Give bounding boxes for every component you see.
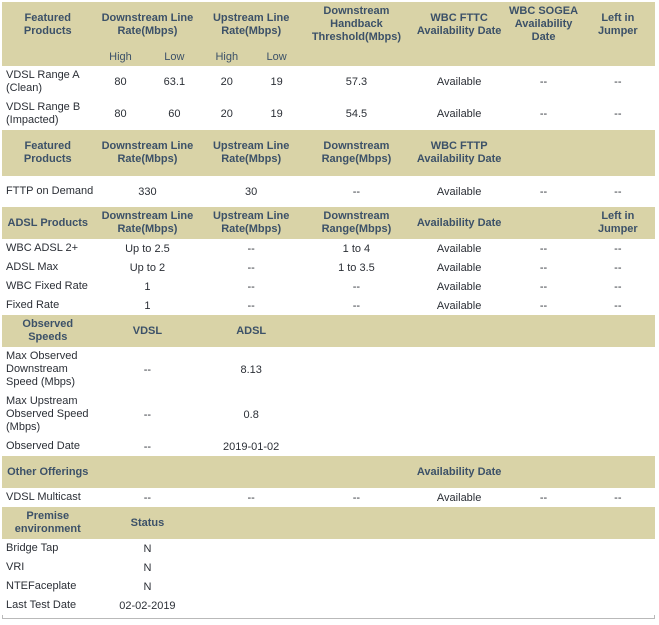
row-label: FTTP on Demand (2, 176, 94, 207)
cell-value: N (94, 539, 202, 558)
cell-value: -- (581, 258, 655, 277)
table-row (2, 296, 655, 315)
col-vdsl: VDSL (94, 315, 202, 347)
cell-value: 80 (94, 98, 148, 130)
cell-value: -- (581, 98, 655, 130)
cell-value: -- (506, 239, 580, 258)
cell-value: 0.8 (201, 392, 301, 437)
col-left-in-jumper: Left in Jumper (581, 207, 655, 239)
col-downstream-line-rate: Downstream Line Rate(Mbps) (94, 130, 202, 176)
table-row (2, 392, 655, 437)
row-label: VDSL Range B (Impacted) (2, 98, 94, 130)
row-label: Observed Date (2, 437, 94, 456)
row-label: Max Observed Downstream Speed (Mbps) (2, 347, 94, 392)
cell-value: Available (412, 277, 507, 296)
section5-header-row (2, 456, 655, 488)
cell-value: -- (581, 488, 655, 507)
cell-value: Available (412, 258, 507, 277)
cell-value: 20 (201, 66, 252, 98)
cell-value: -- (94, 437, 202, 456)
cell-value: -- (94, 488, 202, 507)
section2-header-row (2, 130, 655, 176)
cell-value: -- (506, 258, 580, 277)
subcol-down-low: Low (147, 47, 201, 66)
cell-value: N (94, 558, 202, 577)
subcol-down-high: High (94, 47, 148, 66)
row-label: Bridge Tap (2, 539, 94, 558)
cell-value: 80 (94, 66, 148, 98)
section1-header-row (2, 2, 655, 47)
col-sogea-availability: WBC SOGEA Availability Date (506, 2, 580, 47)
col-downstream-line-rate: Downstream Line Rate(Mbps) (94, 207, 202, 239)
row-label: VRI (2, 558, 94, 577)
row-label: NTEFaceplate (2, 577, 94, 596)
cell-value: Available (412, 176, 507, 207)
cell-value: -- (581, 239, 655, 258)
cell-value: -- (301, 277, 412, 296)
col-left-in-jumper: Left in Jumper (581, 2, 655, 47)
table-row (2, 488, 655, 507)
table-row (2, 277, 655, 296)
subcol-up-low: Low (252, 47, 301, 66)
cell-value: 54.5 (301, 98, 412, 130)
row-label: VDSL Range A (Clean) (2, 66, 94, 98)
table-row (2, 176, 655, 207)
cell-value: -- (201, 296, 301, 315)
row-label: WBC Fixed Rate (2, 277, 94, 296)
cell-value: -- (201, 488, 301, 507)
row-label: Fixed Rate (2, 296, 94, 315)
cell-value: N (94, 577, 202, 596)
cell-value: Available (412, 239, 507, 258)
col-adsl-products: ADSL Products (2, 207, 94, 239)
cell-value: Up to 2 (94, 258, 202, 277)
cell-value: -- (506, 176, 580, 207)
cell-value: -- (581, 296, 655, 315)
col-status: Status (94, 507, 202, 539)
cell-value: 20 (201, 98, 252, 130)
cell-value: 1 (94, 296, 202, 315)
col-adsl: ADSL (201, 315, 301, 347)
table-row (2, 98, 655, 130)
cell-value: Available (412, 98, 507, 130)
cell-value: 8.13 (201, 347, 301, 392)
cell-value: -- (581, 277, 655, 296)
col-upstream-line-rate: Upstream Line Rate(Mbps) (201, 2, 301, 47)
col-handback-threshold: Downstream Handback Threshold(Mbps) (301, 2, 412, 47)
table-row (2, 239, 655, 258)
line-test-table (2, 2, 655, 615)
table-row (2, 437, 655, 456)
cell-value: 1 to 3.5 (301, 258, 412, 277)
row-label: VDSL Multicast (2, 488, 94, 507)
subcol-up-high: High (201, 47, 252, 66)
cell-value: -- (201, 277, 301, 296)
cell-value: 1 to 4 (301, 239, 412, 258)
cell-value: -- (581, 176, 655, 207)
col-upstream-line-rate: Upstream Line Rate(Mbps) (201, 130, 301, 176)
cell-value: -- (506, 488, 580, 507)
col-featured-products: Featured Products (2, 2, 94, 47)
cell-value: -- (301, 488, 412, 507)
cell-value: 1 (94, 277, 202, 296)
cell-value: -- (94, 347, 202, 392)
cell-value: -- (506, 98, 580, 130)
cell-value: -- (301, 296, 412, 315)
cell-value: 02-02-2019 (94, 596, 202, 615)
cell-value: -- (506, 277, 580, 296)
cell-value: 63.1 (147, 66, 201, 98)
col-other-offerings: Other Offerings (2, 456, 94, 488)
cell-value: -- (94, 392, 202, 437)
col-availability-date: Availability Date (412, 207, 507, 239)
cell-value: Up to 2.5 (94, 239, 202, 258)
section3-header-row (2, 207, 655, 239)
table-row (2, 347, 655, 392)
cell-value: -- (581, 66, 655, 98)
cell-value: Available (412, 66, 507, 98)
table-row (2, 258, 655, 277)
cell-value: 2019-01-02 (201, 437, 301, 456)
cell-value: Available (412, 296, 507, 315)
section4-header-row (2, 315, 655, 347)
cell-value: -- (506, 66, 580, 98)
row-label: WBC ADSL 2+ (2, 239, 94, 258)
col-fttc-availability: WBC FTTC Availability Date (412, 2, 507, 47)
cell-value: -- (301, 176, 412, 207)
table-row (2, 66, 655, 98)
col-downstream-line-rate: Downstream Line Rate(Mbps) (94, 2, 202, 47)
row-label: Max Upstream Observed Speed (Mbps) (2, 392, 94, 437)
cell-value: 60 (147, 98, 201, 130)
col-downstream-range: Downstream Range(Mbps) (301, 130, 412, 176)
cell-value: 330 (94, 176, 202, 207)
col-upstream-line-rate: Upstream Line Rate(Mbps) (201, 207, 301, 239)
cell-value: Available (412, 488, 507, 507)
col-premise-environment: Premise environment (2, 507, 94, 539)
table-row (2, 596, 655, 615)
cell-value: 19 (252, 66, 301, 98)
row-label: Last Test Date (2, 596, 94, 615)
cell-value: 19 (252, 98, 301, 130)
cell-value: -- (201, 258, 301, 277)
col-fttp-availability: WBC FTTP Availability Date (412, 130, 507, 176)
section1-subheader-row (2, 47, 655, 66)
col-featured-products: Featured Products (2, 130, 94, 176)
section6-header-row (2, 507, 655, 539)
col-downstream-range: Downstream Range(Mbps) (301, 207, 412, 239)
col-availability-date: Availability Date (412, 456, 507, 488)
cell-value: 57.3 (301, 66, 412, 98)
table-row (2, 558, 655, 577)
row-label: ADSL Max (2, 258, 94, 277)
cell-value: -- (201, 239, 301, 258)
cell-value: 30 (201, 176, 301, 207)
cell-value: -- (506, 296, 580, 315)
col-observed-speeds: Observed Speeds (2, 315, 94, 347)
table-row (2, 577, 655, 596)
table-row (2, 539, 655, 558)
